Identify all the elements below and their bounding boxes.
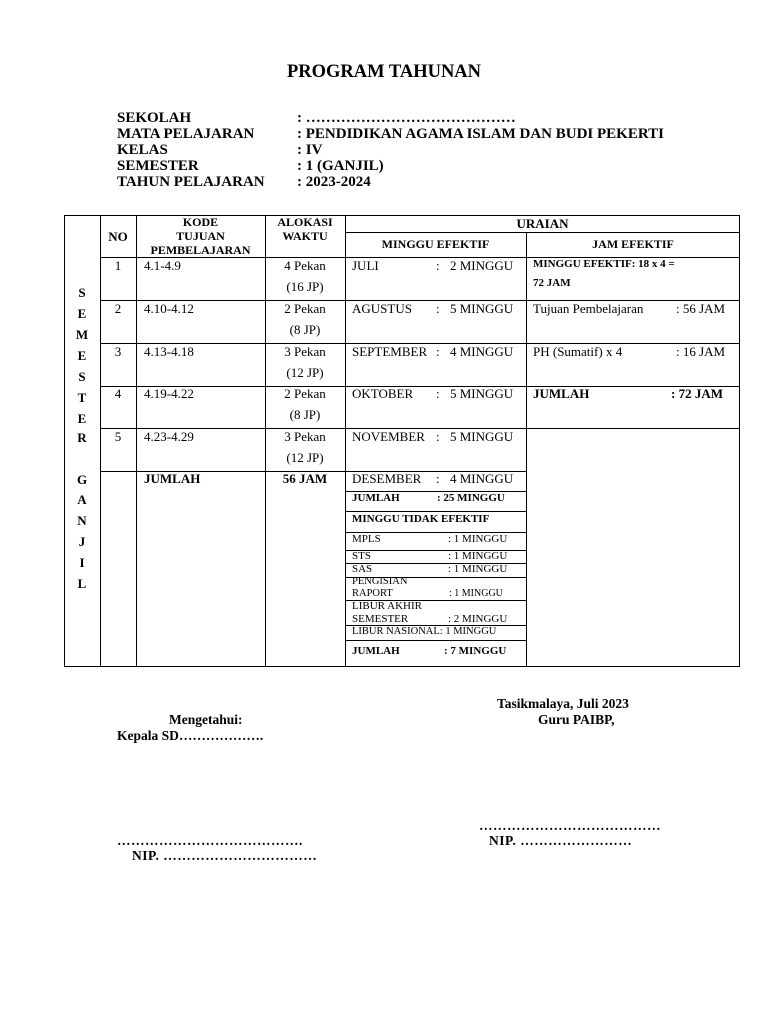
row-bulan: AGUSTUS	[352, 301, 412, 316]
raport-label: RAPORT	[352, 588, 393, 599]
row-kode: 4.23-4.29	[144, 429, 194, 444]
sts-label: STS	[352, 550, 371, 562]
row-pekan: 4 Pekan	[284, 258, 326, 273]
side-letter: N	[77, 513, 87, 528]
header-alokasi: WAKTU	[282, 229, 328, 243]
info-row-semester	[117, 158, 664, 174]
info-label: SEKOLAH	[117, 110, 192, 126]
info-label: TAHUN PELAJARAN	[117, 174, 265, 190]
jam-jumlah-value: : 72 JAM	[671, 386, 723, 401]
header-no: NO	[108, 229, 128, 244]
mpls-value: : 1 MINGGU	[448, 533, 508, 545]
info-label: KELAS	[117, 142, 168, 158]
sas-label: SAS	[352, 563, 373, 575]
side-letter: T	[77, 390, 87, 405]
info-row-mapel	[117, 126, 664, 142]
info-value: : IV	[297, 142, 323, 158]
jam-ph-value: : 16 JAM	[676, 344, 726, 359]
header-kode: KODE	[182, 215, 219, 229]
libur-akhir-value: : 2 MINGGU	[448, 613, 508, 625]
row-sep: :	[436, 258, 440, 273]
desember-sep: :	[436, 471, 440, 486]
row-sep: :	[436, 386, 440, 401]
sas-value: : 1 MINGGU	[448, 563, 508, 575]
jam-tp-label: Tujuan Pembelajaran	[533, 301, 644, 316]
info-label: SEMESTER	[117, 158, 199, 174]
info-row-kelas	[117, 142, 664, 158]
row-pekan: 3 Pekan	[284, 344, 326, 359]
guru-signature-line: …………………………………	[479, 818, 661, 833]
side-letter: A	[77, 492, 87, 507]
semester-label: SEMESTER	[352, 613, 409, 625]
jam-jumlah-label: JUMLAH	[533, 386, 590, 401]
row-no: 1	[114, 258, 122, 273]
info-label: MATA PELAJARAN	[117, 126, 255, 142]
row-minggu: 5 MINGGU	[450, 386, 514, 401]
jam-minggu-efektif-total: 72 JAM	[533, 277, 571, 289]
jumlah-label: JUMLAH	[144, 471, 201, 486]
row-sep: :	[436, 301, 440, 316]
header-kode: TUJUAN	[176, 229, 225, 243]
row-minggu: 4 MINGGU	[450, 344, 514, 359]
info-row-tahun	[117, 174, 664, 190]
info-value: : ……………………………………	[297, 110, 516, 126]
mengetahui-label: Mengetahui:	[169, 712, 243, 727]
row-bulan: JULI	[352, 258, 379, 273]
row-minggu: 2 MINGGU	[450, 258, 514, 273]
side-letter: E	[77, 348, 87, 363]
side-letter: M	[75, 327, 89, 342]
desember-minggu: 4 MINGGU	[450, 471, 514, 486]
place-date: Tasikmalaya, Juli 2023	[497, 696, 629, 711]
row-minggu: 5 MINGGU	[450, 429, 514, 444]
info-value: : 1 (GANJIL)	[297, 158, 384, 174]
row-pekan: 2 Pekan	[284, 301, 326, 316]
row-no: 3	[114, 344, 122, 359]
row-no: 2	[114, 301, 122, 316]
side-letter: L	[77, 576, 87, 591]
side-letter: R	[77, 430, 87, 445]
row-no: 4	[114, 386, 122, 401]
header-alokasi: ALOKASI	[277, 215, 333, 229]
header-minggu-efektif: MINGGU EFEKTIF	[381, 237, 490, 251]
jumlah-minggu-value: : 25 MINGGU	[437, 492, 505, 504]
jumlah-minggu-label: JUMLAH	[352, 492, 400, 504]
info-value: : 2023-2024	[297, 174, 371, 190]
row-jp: (8 JP)	[289, 407, 321, 422]
header-jam-efektif: JAM EFEKTIF	[592, 237, 674, 251]
side-letter: G	[76, 472, 88, 487]
row-minggu: 5 MINGGU	[450, 301, 514, 316]
row-kode: 4.13-4.18	[144, 344, 194, 359]
info-row-sekolah	[117, 110, 664, 126]
side-letter: E	[77, 306, 87, 321]
side-letter: S	[78, 285, 86, 300]
row-bulan: NOVEMBER	[352, 429, 425, 444]
side-letter: I	[79, 555, 85, 570]
guru-nip: NIP. ……………………	[489, 833, 633, 848]
row-bulan: OKTOBER	[352, 386, 414, 401]
jumlah-tidak-value: : 7 MINGGU	[444, 645, 507, 657]
mpls-label: MPLS	[352, 533, 381, 545]
libur-akhir-label: LIBUR AKHIR	[352, 600, 422, 612]
row-sep: :	[436, 344, 440, 359]
header-kode: PEMBELAJARAN	[150, 243, 251, 257]
jam-minggu-efektif: MINGGU EFEKTIF: 18 x 4 =	[533, 258, 675, 270]
pengisian-value: : 1 MINGGU	[449, 588, 503, 599]
side-letter: J	[78, 534, 86, 549]
tidak-efektif-title: MINGGU TIDAK EFEKTIF	[352, 513, 490, 525]
desember-bulan: DESEMBER	[352, 471, 422, 486]
jumlah-value: 56 JAM	[282, 471, 328, 486]
kepala-sd-label: Kepala SD……………….	[117, 728, 264, 743]
program-table	[64, 215, 740, 667]
row-bulan: SEPTEMBER	[352, 344, 428, 359]
row-kode: 4.10-4.12	[144, 301, 194, 316]
row-jp: (16 JP)	[286, 279, 324, 294]
row-kode: 4.1-4.9	[144, 258, 181, 273]
row-jp: (12 JP)	[286, 365, 324, 380]
kepala-signature-line: ………………………………….	[117, 833, 303, 848]
row-sep: :	[436, 429, 440, 444]
row-pekan: 2 Pekan	[284, 386, 326, 401]
jam-tp-value: : 56 JAM	[676, 301, 726, 316]
guru-label: Guru PAIBP,	[538, 712, 615, 727]
sts-value: : 1 MINGGU	[448, 550, 508, 562]
document-title: PROGRAM TAHUNAN	[286, 62, 482, 82]
pengisian-label: PENGISIAN	[352, 576, 408, 587]
jumlah-tidak-label: JUMLAH	[352, 645, 400, 657]
row-jp: (12 JP)	[286, 450, 324, 465]
side-letter: S	[78, 369, 86, 384]
kepala-nip: NIP. ……………………………	[132, 848, 318, 863]
row-pekan: 3 Pekan	[284, 429, 326, 444]
row-kode: 4.19-4.22	[144, 386, 194, 401]
libur-nasional: LIBUR NASIONAL: 1 MINGGU	[352, 626, 497, 637]
row-no: 5	[114, 429, 122, 444]
side-letter: E	[77, 411, 87, 426]
identity-block	[117, 110, 664, 190]
info-value: : PENDIDIKAN AGAMA ISLAM DAN BUDI PEKERTI	[297, 126, 665, 142]
header-uraian: URAIAN	[516, 216, 569, 231]
row-jp: (8 JP)	[289, 322, 321, 337]
jam-ph-label: PH (Sumatif) x 4	[533, 344, 623, 359]
